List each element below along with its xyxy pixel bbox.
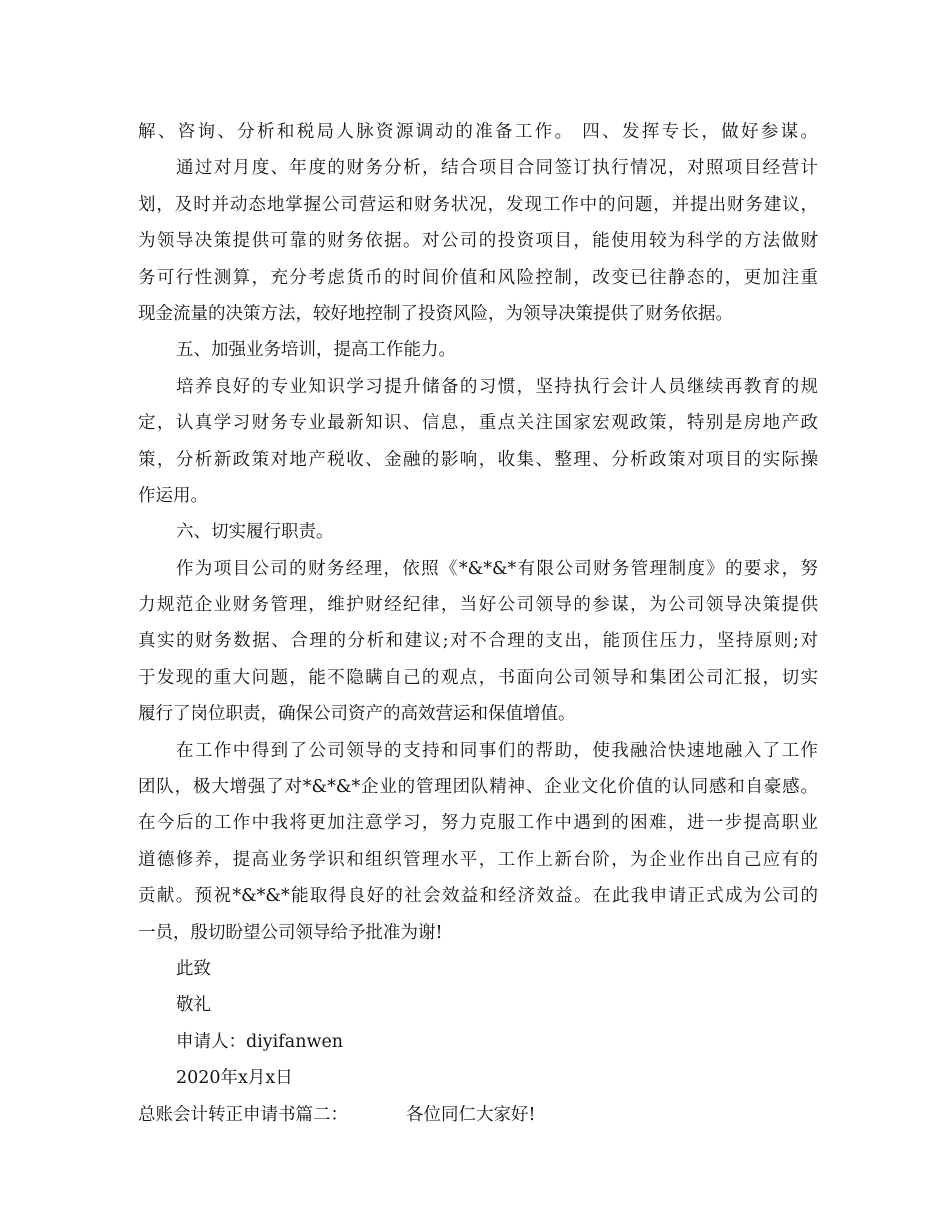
paragraph-line: 于发现的重大问题，能不隐瞒自己的观点，书面向公司领导和集团公司汇报，切实 (138, 667, 818, 688)
paragraph-line: 定，认真学习财务专业最新知识、信息，重点关注国家宏观政策，特别是房地产政 (138, 413, 818, 434)
paragraph-line: 作为项目公司的财务经理，依照《*&*&*有限公司财务管理制度》的要求，努 (176, 558, 818, 579)
paragraph-line: 划，及时并动态地掌握公司营运和财务状况，发现工作中的问题，并提出财务建议， (138, 194, 818, 215)
closing-line: 此致 (176, 958, 211, 979)
section-heading: 五、加强业务培训，提高工作能力。 (176, 340, 456, 361)
document-body (138, 114, 818, 1133)
date-line: 2020年x月x日 (176, 1068, 293, 1089)
paragraph-line: 作运用。 (138, 485, 208, 506)
paragraph-line: 策，分析新政策对地产税收、金融的影响，收集、整理、分析政策对项目的实际操 (138, 449, 818, 470)
paragraph-line: 解、咨询、分析和税局人脉资源调动的准备工作。 四、发挥专长，做好参谋。 (138, 122, 818, 142)
paragraph-line: 力规范企业财务管理，维护财经纪律，当好公司领导的参谋，为公司领导决策提供 (138, 595, 818, 616)
paragraph-line: 履行了岗位职责，确保公司资产的高效营运和保值增值。 (138, 704, 576, 725)
paragraph-line: 为领导决策提供可靠的财务依据。对公司的投资项目，能使用较为科学的方法做财 (138, 231, 818, 252)
paragraph-line: 培养良好的专业知识学习提升储备的习惯，坚持执行会计人员继续再教育的规 (176, 376, 818, 397)
paragraph-line: 真实的财务数据、合理的分析和建议;对不合理的支出，能顶住压力，坚持原则;对 (138, 631, 818, 652)
paragraph-line: 现金流量的决策方法，较好地控制了投资风险，为领导决策提供了财务依据。 (138, 303, 733, 324)
paragraph-line: 一员，殷切盼望公司领导给予批准为谢! (138, 922, 443, 943)
next-section-heading: 总账会计转正申请书篇二： (138, 1104, 348, 1125)
paragraph-line: 务可行性测算，充分考虑货币的时间价值和风险控制，改变已往静态的，更加注重 (138, 267, 818, 288)
paragraph-line: 贡献。预祝*&*&*能取得良好的社会效益和经济效益。在此我申请正式成为公司的 (138, 886, 818, 907)
next-section-greeting: 各位同仁大家好! (406, 1104, 536, 1125)
salutation-line: 敬礼 (176, 995, 211, 1016)
paragraph-line: 团队，极大增强了对*&*&*企业的管理团队精神、企业文化价值的认同感和自豪感。 (138, 777, 818, 798)
paragraph-line: 道德修养，提高业务学识和组织管理水平，工作上新台阶，为企业作出自己应有的 (138, 849, 818, 870)
applicant-line: 申请人：diyifanwen (176, 1031, 344, 1052)
next-section-line (138, 1097, 818, 1133)
paragraph-line: 通过对月度、年度的财务分析，结合项目合同签订执行情况，对照项目经营计 (176, 158, 818, 179)
section-heading: 六、切实履行职责。 (176, 522, 334, 543)
paragraph-line: 在今后的工作中我将更加注意学习，努力克服工作中遇到的困难，进一步提高职业 (138, 813, 818, 834)
paragraph-line: 在工作中得到了公司领导的支持和同事们的帮助，使我融洽快速地融入了工作 (176, 740, 818, 761)
